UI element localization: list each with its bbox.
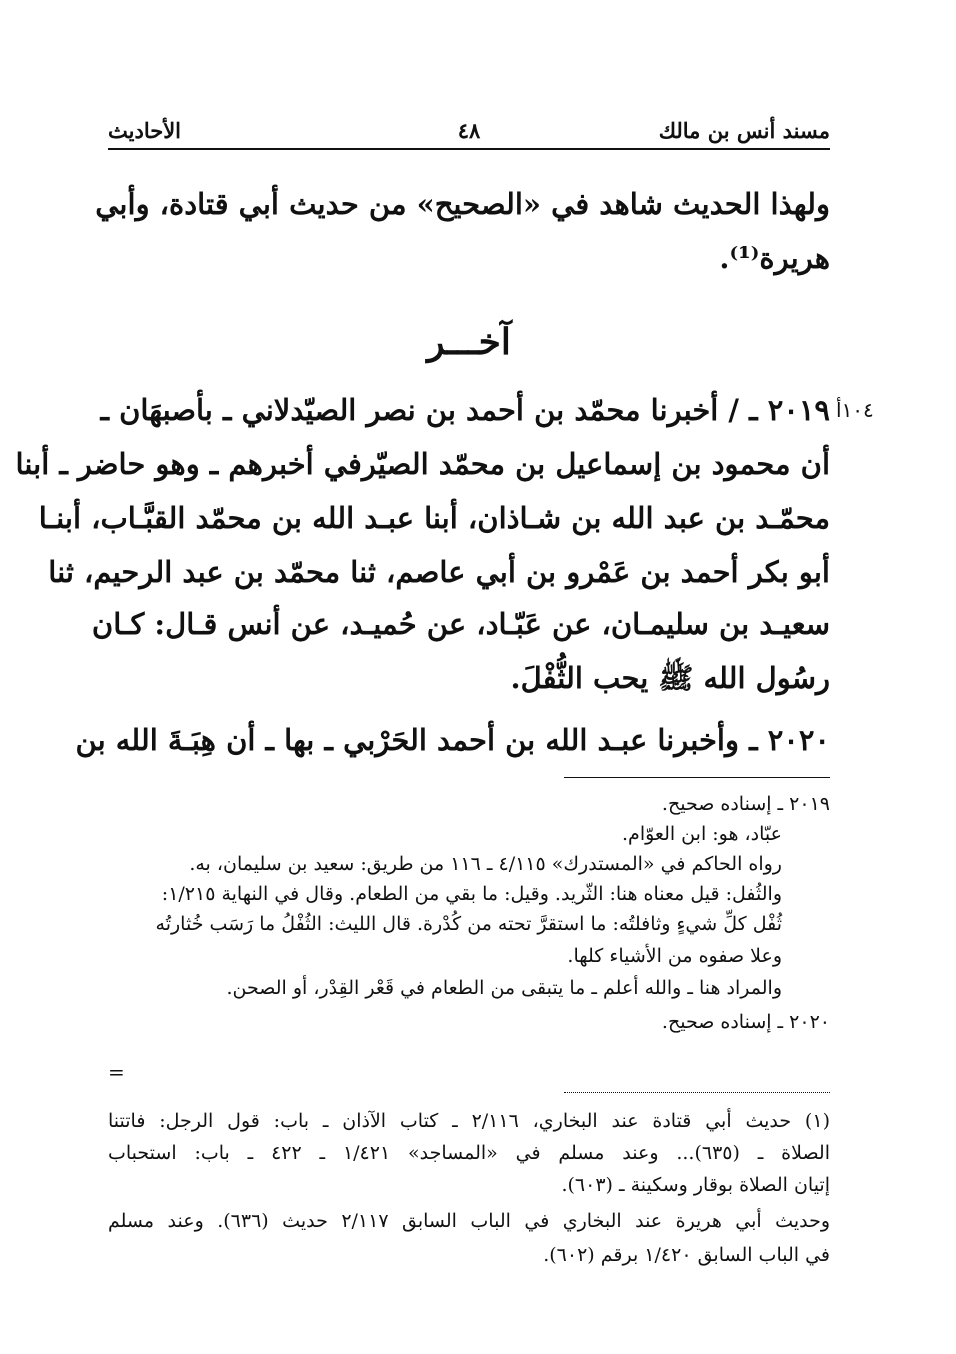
hadith-2020-line-1: ٢٠٢٠ ـ وأخبرنا عبـد الله بن أحمد الحَرْبي ـ بها ـ أن هِبَـةَ الله بن	[75, 723, 830, 757]
note-2019-grade: ٢٠١٩ ـ إسناده صحيح.	[661, 793, 830, 815]
footnote-1-line-4: وحديث أبي هريرة عند البخاري في الباب السابق ٢/١١٧ حديث (٦٣٦). وعند مسلم	[108, 1210, 831, 1232]
page-number: ٤٨	[457, 118, 481, 143]
footnote-1-line-2: الصلاة ـ (٦٣٥)... وعند مسلم في «المساجد» ١/٤٢١ ـ ٤٢٢ ـ باب: استحباب	[108, 1142, 830, 1164]
note-2019-thufl-3: وعلا صفوه من الأشياء كلها.	[567, 945, 782, 967]
running-head-book-title: مسند أنس بن مالك	[658, 118, 830, 143]
section-title: آخـــر	[427, 321, 511, 363]
note-2020-grade: ٢٠٢٠ ـ إسناده صحيح.	[661, 1011, 830, 1033]
footnote-1-line-3: إتيان الصلاة بوقار وسكينة ـ (٦٠٣).	[561, 1174, 830, 1196]
footnote-1-line-5: في الباب السابق ١/٤٢٠ برقم (٦٠٢).	[543, 1244, 830, 1266]
footnote-rule	[564, 1092, 830, 1093]
notes-rule	[564, 777, 830, 778]
footnote-1-line-1: (١) حديث أبي قتادة عند البخاري، ٢/١١٦ ـ كتاب الآذان ـ باب: قول الرجل: فاتتنا	[108, 1110, 830, 1132]
note-2019-meaning: والمراد هنا ـ والله أعلم ـ ما يتبقى من الطعام في قَعْر القِدْر، أو الصحن.	[226, 977, 782, 999]
hadith-2019-line-3: محمّـد بن عبد الله بن شـاذان، أبنا عبـد الله بن محمّد القبَّـاب، أبنـا	[38, 501, 830, 535]
manuscript-folio-marker: ١٠٤أ	[836, 398, 874, 422]
hadith-2019-line-2: أن محمود بن إسماعيل بن محمّد الصيّرفي أخبرهم ـ وهو حاضر ـ أبنا	[15, 447, 830, 481]
intro-line-1: ولهذا الحديث شاهد في «الصحيح» من حديث أبي قتادة، وأبي	[95, 187, 830, 221]
hadith-2019-line-4: أبو بكر أحمد بن عَمْرو بن أبي عاصم، ثنا محمّد بن عبد الرحيم، ثنا	[48, 555, 830, 589]
note-2019-thufl-2: ثُفْل كلِّ شيءٍ وثافلتُه: ما استقرَّ تحته من كُدْرة. قال الليث: الثُفْلُ ما رَسَب خُثارتُه	[155, 913, 782, 935]
hadith-2019-line-1: ٢٠١٩ ـ / أخبرنا محمّد بن أحمد بن نصر الصيّدلاني ـ بأصبهَان ـ	[100, 393, 830, 427]
header-rule	[108, 148, 830, 150]
hadith-2019-line-5: سعيـد بن سليمـان، عن عَبّـاد، عن حُميـد، عن أنس قـال: كـان	[91, 607, 830, 641]
note-2019-abbad: عبّاد، هو: ابن العوّام.	[622, 823, 782, 845]
hadith-2019-line-6: رسُول الله ﷺ يحب الثُّفْلَ.	[510, 661, 830, 695]
book-page	[15, 0, 831, 1354]
running-head-section: الأحاديث	[108, 118, 182, 143]
note-2019-hakim: رواه الحاكم في «المستدرك» ٤/١١٥ ـ ١١٦ من طريق: سعيد بن سليمان، به.	[189, 853, 782, 875]
intro-line-2: هريرة⁽¹⁾.	[719, 241, 830, 275]
continuation-mark: =	[108, 1060, 125, 1084]
note-2019-thufl-1: والثُفل: قيل معناه هنا: الثّريد. وقيل: ما بقي من الطعام. وقال في النهاية ١/٢١٥:	[161, 883, 782, 905]
